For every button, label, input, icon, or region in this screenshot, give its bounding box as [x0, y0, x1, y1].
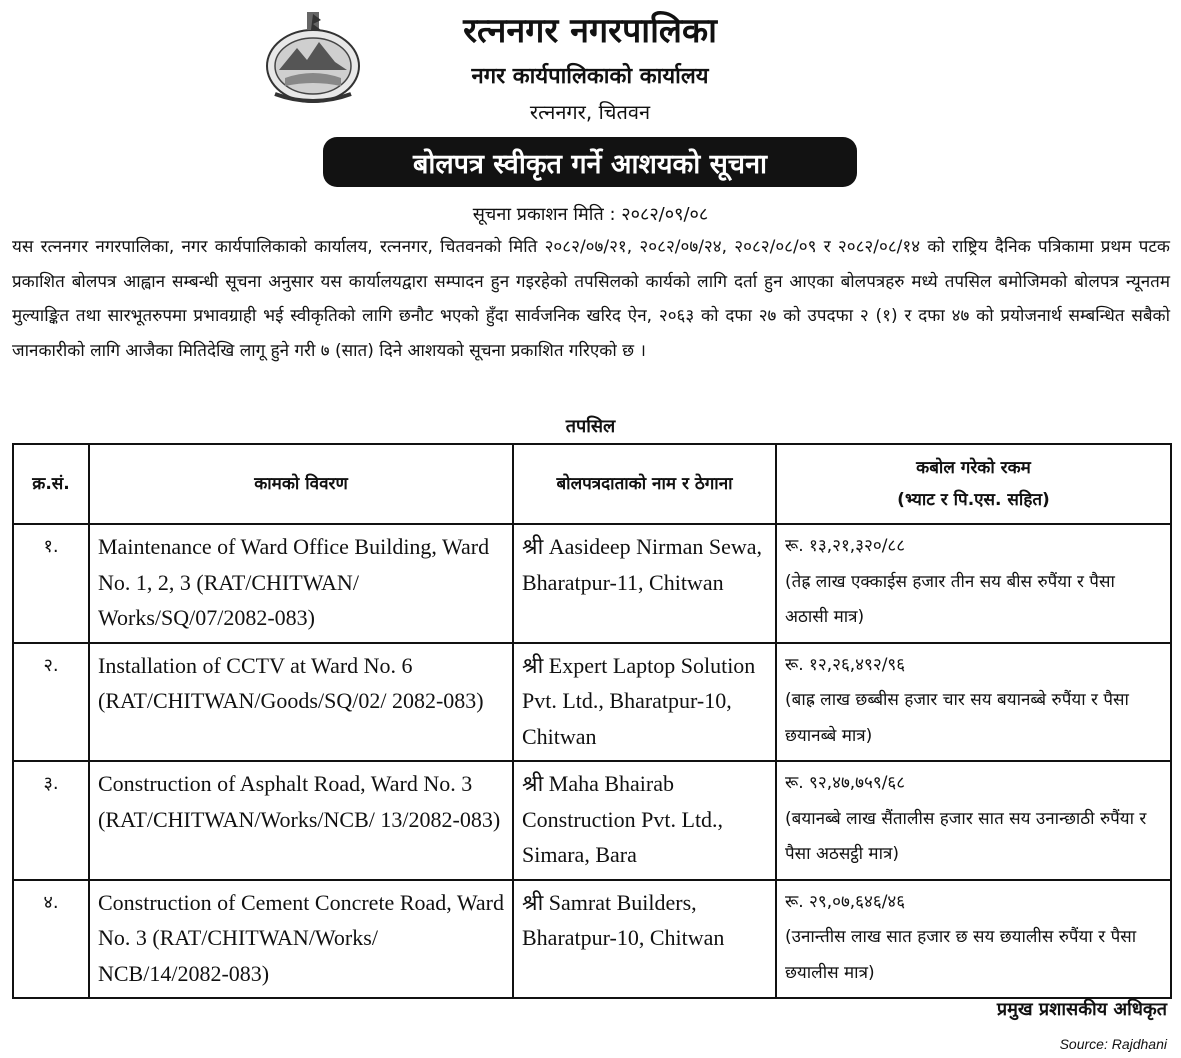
- intro-paragraph: यस रत्ननगर नगरपालिका, नगर कार्यपालिकाको कार्यालय, रत्ननगर, चितवनको मिति २०८२/०७/२१, २०८२/०७/२४, २०८२/०८/०९ र २०८२/०८/१४ को राष्ट्रिय दैनिक पत्रिकामा प्रथम पटक प्रकाशित बोलपत्र आह्वान सम्बन्धी सूचना अनुसार यस कार्यालयद्वारा सम्पादन हुन गइरहेको तपसिलको कार्यको लागि दर्ता हुन आएका बोलपत्रहरु मध्ये तपसिल बमोजिमको बोलपत्र न्यूनतम मुल्याङ्कित तथा सारभूतरुपमा प्रभावग्राही भई स्वीकृतिको लागि छनौट भएको हुँदा सार्वजनिक खरिद ऐन, २०६३ को दफा २७ को उपदफा २ (१) र दफा ४७ को प्रयोजनार्थ सम्बन्धित सबैको जानकारीको लागि आजैका मितिदेखि लागू हुने गरी ७ (सात) दिने आशयको सूचना प्रकाशित गरिएको छ ।: [12, 237, 1170, 361]
- table-header-row: [13, 444, 1171, 524]
- cell-sn: ४.: [13, 880, 89, 999]
- cell-amount: [776, 524, 1171, 643]
- nepal-emblem-icon: [263, 8, 363, 108]
- table-row: [13, 643, 1171, 762]
- signatory-title: प्रमुख प्रशासकीय अधिकृत: [996, 999, 1167, 1020]
- amount-in-words: (तेह्र लाख एक्काईस हजार तीन सय बीस रुपैंया र पैसा अठासी मात्र): [785, 571, 1115, 627]
- cell-sn: १.: [13, 524, 89, 643]
- amount-header-line1: कबोल गरेको रकम: [916, 458, 1031, 478]
- bid-table: [12, 443, 1172, 999]
- column-header-description: कामको विवरण: [89, 444, 513, 524]
- cell-amount: [776, 643, 1171, 762]
- amount-header-line2: (भ्याट र पि.एस. सहित): [897, 490, 1050, 510]
- table-row: [13, 880, 1171, 999]
- office-address: रत्ननगर, चितवन: [529, 100, 651, 124]
- column-header-amount: [776, 444, 1171, 524]
- notice-header: [0, 0, 1181, 200]
- amount-figure: रू. २९,०७,६४६/४६: [785, 891, 906, 912]
- schedule-title: तपसिल: [565, 416, 616, 437]
- municipality-name: रत्ननगर नगरपालिका: [463, 11, 717, 51]
- cell-description: Maintenance of Ward Office Building, Ward No. 1, 2, 3 (RAT/CHITWAN/ Works/SQ/07/2082-083): [89, 524, 513, 643]
- cell-amount: [776, 761, 1171, 880]
- amount-in-words: (बाह्र लाख छब्बीस हजार चार सय बयानब्बे रुपैंया र पैसा छयानब्बे मात्र): [785, 690, 1129, 746]
- column-header-sn: क्र.सं.: [13, 444, 89, 524]
- amount-figure: रू. ९२,४७,७५९/६८: [785, 773, 906, 793]
- publication-date: सूचना प्रकाशन मिति : २०८२/०९/०८: [472, 204, 709, 225]
- cell-amount: [776, 880, 1171, 999]
- notice-title-banner: [323, 137, 857, 187]
- cell-bidder: श्री Samrat Builders, Bharatpur-10, Chitwan: [513, 880, 776, 999]
- amount-in-words: (बयानब्बे लाख सैंतालीस हजार सात सय उनान्छाठी रुपैंया र पैसा अठसट्ठी मात्र): [785, 808, 1147, 864]
- source-credit: Source: Rajdhani: [1059, 1036, 1167, 1052]
- column-header-bidder: बोलपत्रदाताको नाम र ठेगाना: [513, 444, 776, 524]
- cell-sn: ३.: [13, 761, 89, 880]
- notice-title: बोलपत्र स्वीकृत गर्ने आशयको सूचना: [412, 148, 768, 180]
- office-name: नगर कार्यपालिकाको कार्यालय: [471, 64, 709, 89]
- cell-description: Construction of Asphalt Road, Ward No. 3 (RAT/CHITWAN/Works/NCB/ 13/2082-083): [89, 761, 513, 880]
- table-row: [13, 524, 1171, 643]
- amount-in-words: (उनान्तीस लाख सात हजार छ सय छयालीस रुपैंया र पैसा छयालीस मात्र): [785, 927, 1137, 983]
- cell-description: Installation of CCTV at Ward No. 6 (RAT/CHITWAN/Goods/SQ/02/ 2082-083): [89, 643, 513, 762]
- cell-bidder: श्री Aasideep Nirman Sewa, Bharatpur-11, Chitwan: [513, 524, 776, 643]
- cell-bidder: श्री Expert Laptop Solution Pvt. Ltd., Bharatpur-10, Chitwan: [513, 643, 776, 762]
- table-row: [13, 761, 1171, 880]
- amount-figure: रू. १३,२१,३२०/८८: [785, 536, 906, 556]
- cell-description: Construction of Cement Concrete Road, Ward No. 3 (RAT/CHITWAN/Works/ NCB/14/2082-083): [89, 880, 513, 999]
- cell-bidder: श्री Maha Bhairab Construction Pvt. Ltd., Simara, Bara: [513, 761, 776, 880]
- amount-figure: रू. १२,२६,४९२/९६: [785, 654, 906, 675]
- cell-sn: २.: [13, 643, 89, 762]
